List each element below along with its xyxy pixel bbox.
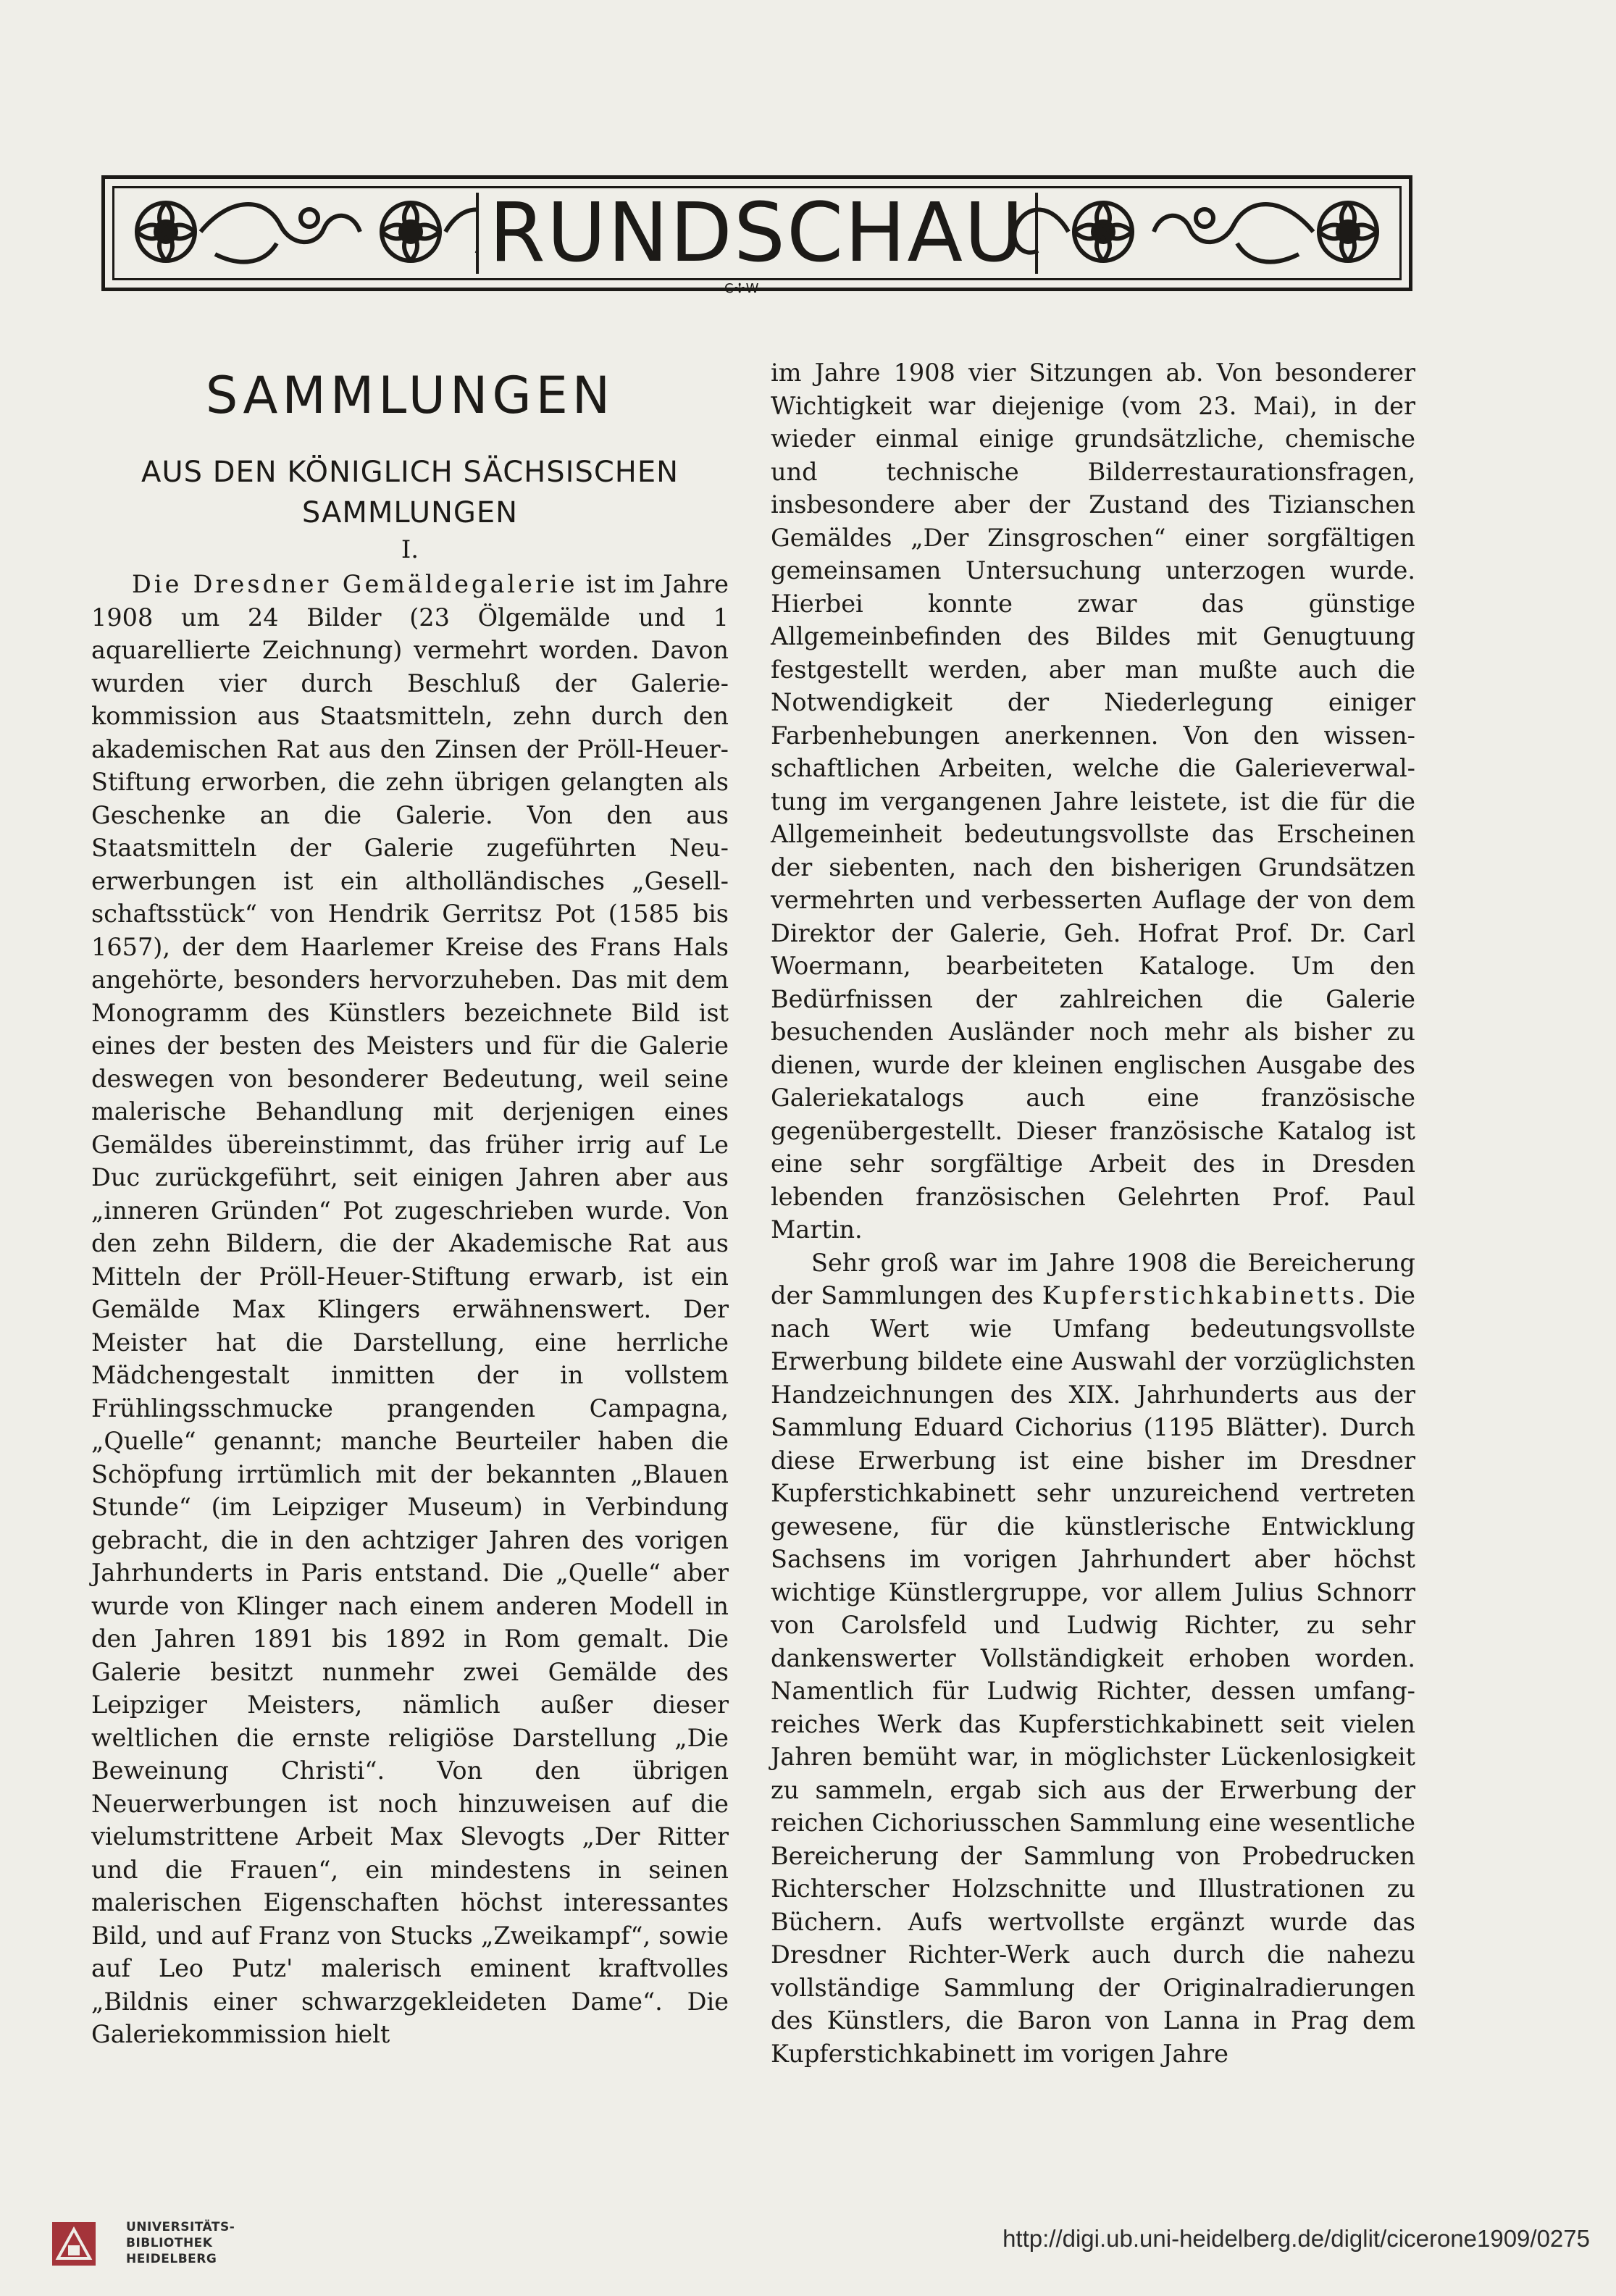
paragraph [771, 1247, 1415, 2071]
left-floral-ornament-icon [121, 189, 512, 275]
spaced-term: Kupferstichkabinetts [1042, 1281, 1357, 1310]
paragraph-text: Sehr groß war im Jahre 1908 die Bereicherung der Sammlungen des [771, 1248, 1415, 1310]
library-logo [51, 2215, 235, 2273]
right-floral-ornament-icon [1002, 189, 1393, 275]
banner-title: RUNDSCHAU [476, 193, 1038, 274]
article-subtitle-line2: SAMMLUNGEN [301, 496, 519, 529]
paragraph-text: . Die nach Wert wie Umfang bedeutungsvollste Erwerbung bildete eine Auswahl der vorzüglichsten Handzeichnungen des XIX. Jahrhunderts aus der Sammlung Eduard Cichorius (1195 Blätter). Durch diese Erwerbung ist eine bisher im Dresdner Kupferstichkabinett sehr unzureichend vertreten gewesene, für die künstlerische Entwicklung Sachsens im vorigen Jahrhundert aber höchst wichtige Künstlergruppe, vor allem Julius Schnorr von Carolsfeld und Ludwig Richter, zu sehr dankenswerter Vollständigkeit erhoben worden. Namentlich für Ludwig Richter, dessen umfangreiches Werk das Kupferstichkabinett seit vielen Jahren bemüht war, in möglichster Lückenlosigkeit zu sammeln, ergab sich aus der Erwerbung der reichen Cichoriusschen Sammlung eine wesentliche Bereicherung der Sammlung von Probedrucken Richterscher Holzschnitte und Illustrationen zu Büchern. Aufs wertvollste ergänzt wurde das Dresdner Richter-Werk auch durch die nahezu vollständige Sammlung der Originalradierungen des Künstlers, die Baron von Lanna in Prag dem Kupferstichkabinett im vorigen Jahre [771, 1281, 1415, 2068]
part-number: I. [401, 535, 419, 564]
paragraph: im Jahre 1908 vier Sitzungen ab. Von besonderer Wichtigkeit war diejenige (vom 23. Mai), in der wieder einmal einige grundsätzliche, chemische und technische Bilderrestaurationsfragen, insbesondere aber der Zustand des Tizianschen Gemäldes „Der Zinsgroschen“ einer sorgfältigen gemeinsamen Untersuchung unterzogen wurde. Hierbei konnte zwar das günstige Allgemeinbefinden des Bildes mit Genugtuung festgestellt werden, aber man mußte auch die Notwendigkeit der Niederlegung einiger Farbenhebungen anerkennen. Von den wissenschaftlichen Arbeiten, welche die Galerieverwaltung im vergangenen Jahre leistete, ist die für die Allgemeinheit bedeutungsvollste das Erscheinen der siebenten, nach den bisherigen Grundsätzen vermehrten und verbesserten Auflage der von dem Direktor der Galerie, Geh. Hofrat Prof. Dr. Carl Woermann, bearbeiteten Kataloge. Um den Bedürfnissen der zahlreichen die Galerie besuchenden Ausländer noch mehr als bisher zu dienen, wurde der kleinen englischen Ausgabe des Galeriekatalogs auch eine französische gegenübergestellt. Dieser französische Katalog ist eine sehr sorgfältige Arbeit des in Dresden lebenden französischen Gelehrten Prof. Paul Martin. [771, 359, 1415, 1244]
lead-in-spaced: Die Dresdner Gemäldegalerie [132, 570, 578, 598]
paragraph-text: ist im Jahre 1908 um 24 Bilder (23 Ölgemälde und 1 aquarellierte Zeichnung) vermehrt worden. Davon wurden vier durch Beschluß der Galeriekommission aus Staatsmitteln, zehn durch den akademischen Rat aus den Zinsen der Pröll-Heuer-Stiftung erworben, die zehn übrigen gelangten als Geschenke an die Galerie. Von den aus Staatsmitteln der Galerie zugeführten Neuerwerbungen ist ein altholländisches „Gesellschaftsstück“ von Hendrik Gerritsz Pot (1585 bis 1657), der dem Haarlemer Kreise des Frans Hals angehörte, besonders hervorzuheben. Das mit dem Monogramm des Künstlers bezeichnete Bild ist eines der besten des Meisters und für die Galerie deswegen von besonderer Bedeutung, weil seine malerische Behandlung mit derjenigen eines Gemäldes übereinstimmt, das früher irrig auf Le Duc zurückgeführt, seit einigen Jahren aber aus „inneren Gründen“ Pot zugeschrieben wurde. Von den zehn Bildern, die der Akademische Rat aus Mitteln der Pröll-Heuer-Stiftung erwarb, ist ein Gemälde Max Klingers erwähnenswert. Der Meister hat die Darstellung, eine herrliche Mädchengestalt inmitten der in vollstem Frühlingsschmucke prangenden Campagna, „Quelle“ genannt; manche Beurteiler haben die Schöpfung irrtümlich mit der bekannten „Blauen Stunde“ (im Leipziger Museum) in Verbindung gebracht, die in den achtziger Jahren des vorigen Jahrhunderts in Paris entstand. Die „Quelle“ aber wurde von Klinger nach einem anderen Modell in den Jahren 1891 bis 1892 in Rom gemalt. Die Galerie besitzt nunmehr zwei Gemälde des Leipziger Meisters, nämlich außer dieser weltlichen die ernste religiöse Darstellung „Die Beweinung Christi“. Von den übrigen Neuerwerbungen ist noch hinzuweisen auf die vielumstrittene Arbeit Max Slevogts „Der Ritter und die Frauen“, ein mindestens in seinen malerischen Eigenschaften höchst interessantes Bild, und auf Franz von Stucks „Zweikampf“, sowie auf Leo Putz' malerisch eminent kraftvolles „Bildnis einer schwarzgekleideten Dame“. Die Galeriekommission hielt [91, 570, 729, 2048]
left-column [91, 355, 729, 2051]
article-subtitle-line1: AUS DEN KÖNIGLICH SÄCHSISCHEN [141, 456, 679, 489]
section-title: SAMMLUNGEN [205, 366, 615, 425]
source-url-link[interactable]: http://digi.ub.uni-heidelberg.de/diglit/cicerone1909/0275 [1002, 2225, 1590, 2252]
paragraph [91, 568, 729, 2051]
artist-monogram: C✢W [724, 281, 760, 296]
library-name-line: BIBLIOTHEK [126, 2236, 213, 2250]
library-name [126, 2219, 235, 2267]
rundschau-banner [101, 175, 1412, 291]
right-column [771, 356, 1415, 2070]
library-name-line: UNIVERSITÄTS- [126, 2220, 235, 2234]
library-name-line: HEIDELBERG [126, 2252, 217, 2266]
university-seal-icon [51, 2221, 97, 2267]
